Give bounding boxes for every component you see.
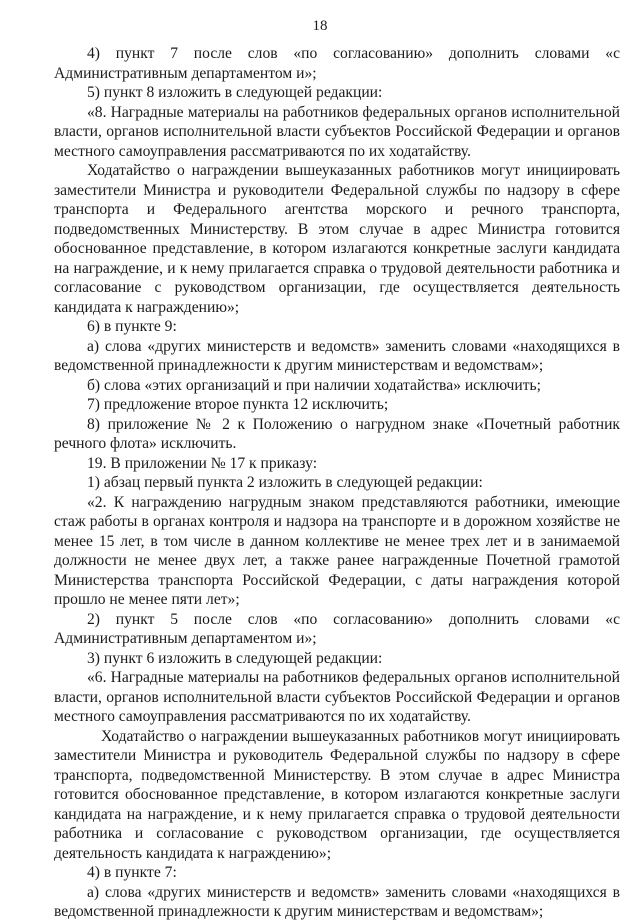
paragraph-item-6-point-9: 6) в пункте 9: <box>87 318 177 335</box>
paragraph-item-5-point-8: 5) пункт 8 изложить в следующей редакции: <box>87 84 383 101</box>
paragraph-section-19: 19. В приложении № 17 к приказу: <box>87 454 318 472</box>
paragraph-item-8: 8) приложение № 2 к Положению о нагрудном знаке «Почетный работник речного флота» исключить. <box>54 415 620 452</box>
paragraph-quote-point-2: «2. К награждению нагрудным знаком представляются работники, имеющие стаж работы в органах контроля и надзора на транспорте и в дорожном хозяйстве не менее 15 лет, в том числе в данном коллективе не менее трех лет и в занимаемой должности не менее двух лет, а также ранее награжденные Почетной грамотой Министерства транспорта Российской Федерации, с даты награждения которой прошло не менее пяти лет»; <box>54 493 620 608</box>
paragraph-item-4-point-7: 4) пункт 7 после слов «по согласованию» дополнить словами «с Административным департаментом и»; <box>54 45 620 82</box>
paragraph-item-1-point-2: 1) абзац первый пункта 2 изложить в следующей редакции: <box>87 474 483 491</box>
page-number: 18 <box>312 18 328 34</box>
paragraph-sub-b-1: б) слова «этих организаций и при наличии ходатайства» исключить; <box>87 376 541 394</box>
paragraph-sub-a-2: а) слова «других министерств и ведомств» заменить словами «находящихся в ведомственной принадлежности к другим министерствам и ведомствам»; <box>54 883 620 920</box>
paragraph-petition-1: Ходатайство о награждении вышеуказанных работников могут инициировать заместители Министра и руководители Федеральной службы по надзору в сфере транспорта и Федерального агентства морского и речного транспорта, подведомственных Министерству. В этом случае в адрес Министра готовится обоснованное представление, в котором излагаются конкретные заслуги кандидата на награждение, и к нему прилагается справка о трудовой деятельности работника и согласование с руководством организации, где осуществляется деятельность кандидата к награждению»; <box>54 162 620 316</box>
paragraph-item-7: 7) предложение второе пункта 12 исключить; <box>87 396 389 413</box>
paragraph-item-4-point-7b: 4) в пункте 7: <box>87 864 177 881</box>
paragraph-sub-a-1: а) слова «других министерств и ведомств» заменить словами «находящихся в ведомственной принадлежности к другим министерствам и ведомствам»; <box>54 337 620 374</box>
paragraph-item-2-point-5: 2) пункт 5 после слов «по согласованию» дополнить словами «с Административным департаментом и»; <box>54 610 620 647</box>
paragraph-quote-point-8: «8. Наградные материалы на работников федеральных органов исполнительной власти, органов исполнительной власти субъектов Российской Федерации и органов местного самоуправления рассматриваются по их ходатайству. <box>54 103 620 160</box>
paragraph-quote-point-6: «6. Наградные материалы на работников федеральных органов исполнительной власти, органов исполнительной власти субъектов Российской Федерации и органов местного самоуправления рассматриваются по их ходатайству. <box>54 669 620 725</box>
paragraph-petition-2: Ходатайство о награждении вышеуказанных работников могут инициировать заместители Министра и руководитель Федеральной службы по надзору в сфере транспорта, подведомственной Министерству. В этом случае в адрес Министра готовится обоснованное представление, в котором излагаются конкретные заслуги кандидата на награждение, и к нему прилагается справка о трудовой деятельности работника и согласование с руководством организации, где осуществляется деятельность кандидата к награждению»; <box>54 727 620 862</box>
document-body <box>54 44 620 922</box>
paragraph-item-3-point-6: 3) пункт 6 изложить в следующей редакции: <box>87 649 383 667</box>
